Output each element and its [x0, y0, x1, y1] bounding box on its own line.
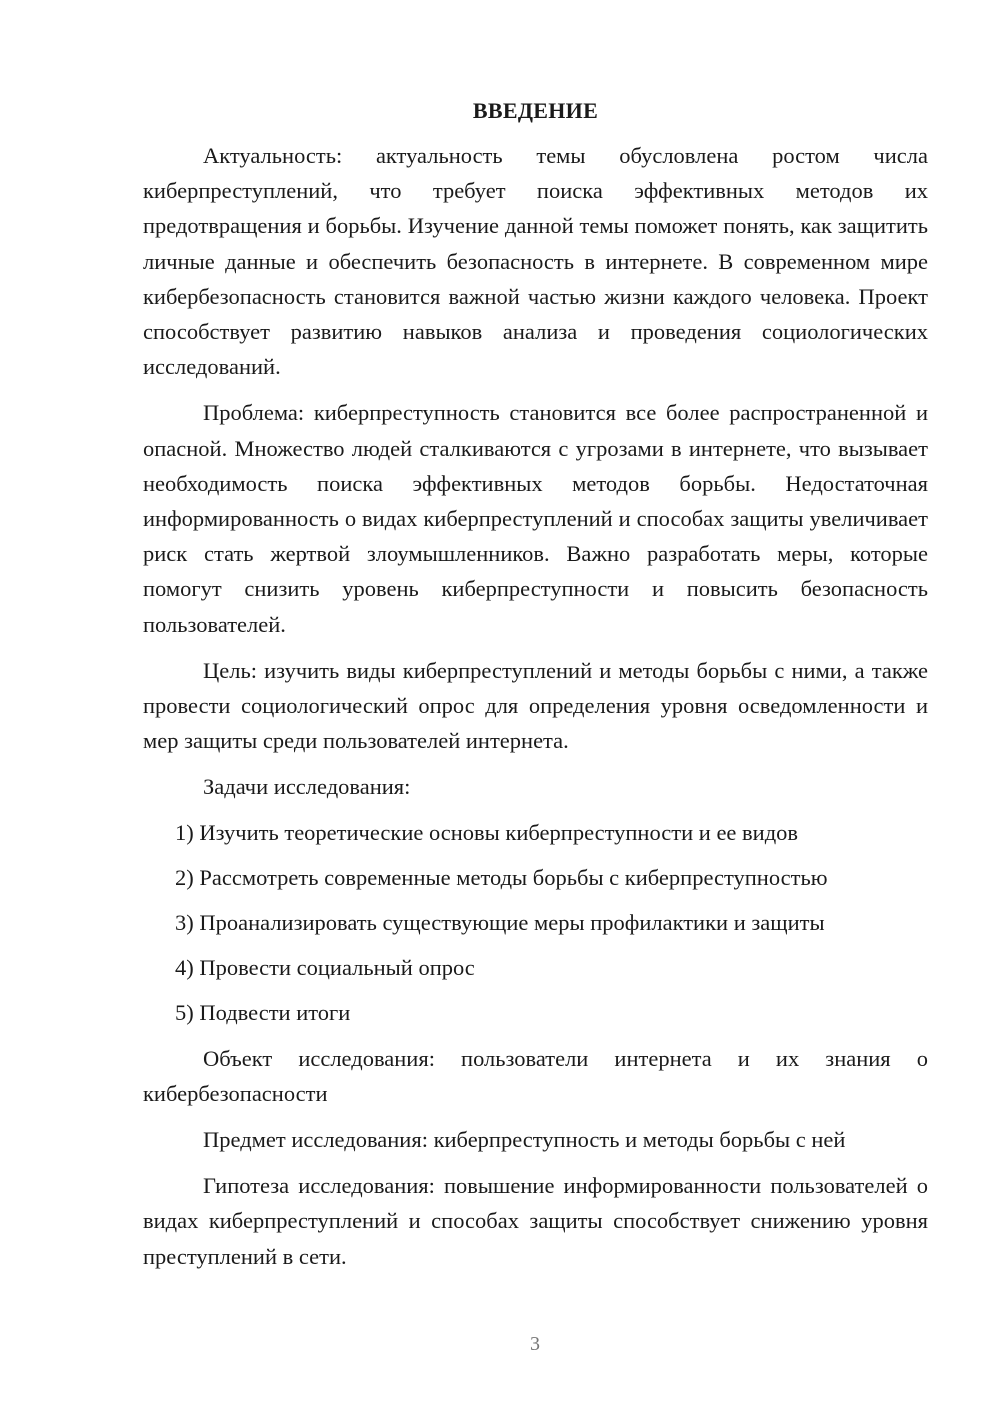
goal-paragraph: Цель: изучить виды киберпреступлений и методы борьбы с ними, а также провести социологический опрос для определения уровня осведомленности и мер защиты среди пользователей интернета. [143, 657, 928, 754]
task-item: 4) Провести социальный опрос [175, 955, 475, 981]
task-item: 1) Изучить теоретические основы киберпреступности и ее видов [175, 819, 799, 845]
subject-paragraph: Предмет исследования: киберпреступность и методы борьбы с ней [203, 1127, 846, 1153]
task-item: 2) Рассмотреть современные методы борьбы с киберпреступностью [175, 864, 828, 890]
tasks-title: Задачи исследования: [203, 774, 411, 800]
problem-paragraph: Проблема: киберпреступность становится все более распространенной и опасной. Множество людей сталкиваются с угрозами в интернете, что вызывает необходимость поиска эффективных методов борьбы. Недостаточная информированность о видах киберпреступлений и способах защиты увеличивает риск стать жертвой злоумышленников. Важно разработать меры, которые помогут снизить уровень киберпреступности и повысить безопасность пользователей. [143, 400, 928, 637]
page-number: 3 [530, 1333, 540, 1355]
tasks-list [143, 815, 928, 1031]
hypothesis-paragraph: Гипотеза исследования: повышение информированности пользователей о видах киберпреступлений и способах защиты способствует снижению уровня преступлений в сети. [143, 1173, 928, 1269]
section-heading: ВВЕДЕНИЕ [472, 98, 599, 123]
task-item: 3) Проанализировать существующие меры профилактики и защиты [175, 910, 825, 936]
relevance-paragraph: Актуальность: актуальность темы обусловлена ростом числа киберпреступлений, что требует поиска эффективных методов их предотвращения и борьбы. Изучение данной темы поможет понять, как защитить личные данные и обеспечить безопасность в интернете. В современном мире кибербезопасность становится важной частью жизни каждого человека. Проект способствует развитию навыков анализа и проведения социологических исследований. [143, 143, 928, 380]
task-item: 5) Подвести итоги [175, 1000, 351, 1026]
page-content [143, 96, 928, 1285]
object-paragraph: Объект исследования: пользователи интернета и их знания о кибербезопасности [143, 1045, 928, 1106]
